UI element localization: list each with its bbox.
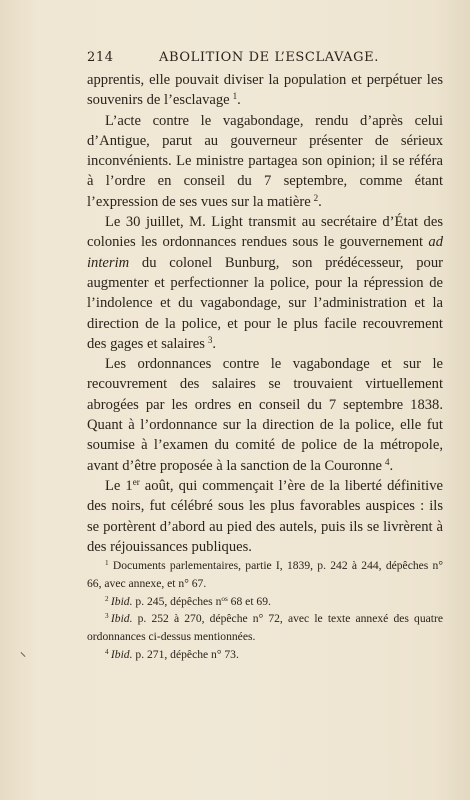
- running-head: ABOLITION DE L’ESCLAVAGE.: [159, 50, 379, 65]
- paragraph-5: [87, 476, 443, 557]
- footnote-2-ibid: Ibid.: [110, 594, 133, 608]
- body-text: [87, 70, 443, 557]
- paragraph-5-lead: Le 1: [105, 477, 133, 494]
- footnote-2-text-b: 68 et 69.: [227, 594, 271, 608]
- footnote-1: [87, 557, 443, 593]
- footnote-4-ibid: Ibid.: [110, 647, 133, 661]
- paragraph-1-text: apprentis, elle pouvait diviser la population et perpétuer les souvenirs de l’esclavage: [87, 72, 443, 109]
- footnote-1-text: Documents parlementaires, partie I, 1839, p. 242 à 244, dépêches n° 66, avec annexe, et n° 67.: [87, 559, 443, 590]
- footnote-3: [87, 610, 443, 646]
- footnotes: [87, 557, 443, 664]
- paragraph-4-end: .: [389, 457, 394, 474]
- footnote-2: [87, 593, 443, 611]
- ordinal-superscript: er: [132, 476, 140, 487]
- paragraph-3-end: .: [212, 335, 217, 352]
- paragraph-2-end: .: [318, 193, 322, 210]
- page-header: [87, 50, 441, 68]
- paragraph-1: [87, 70, 443, 111]
- footnote-ref-1: 1: [232, 91, 238, 102]
- footnote-3-text: p. 252 à 270, dépêche n° 72, avec le texte annexé des quatre ordonnances ci-dessus mentionnées.: [87, 612, 443, 644]
- page-number: 214: [87, 50, 114, 65]
- paragraph-1-end: .: [237, 92, 241, 109]
- footnote-2-text-a: p. 245, dépêches n: [132, 594, 222, 608]
- paragraph-4-text: Les ordonnances contre le vagabondage et sur le recouvrement des salaires se trouvaient virtuellement abrogées par les ordres en conseil du 7 septembre 1838. Quant à l’ordonnance sur la direction de la police, elle fut soumise à l’examen du comité de police de la métropole, avant d’être proposée à la sanction de la Couronne: [87, 356, 443, 474]
- paragraph-3-text-b: du colonel Bunburg, son prédécesseur, pour augmenter et perfectionner la police, pour la répression de l’indolence et du vagabondage, sur l’administration et la direction de la police, et pour le plus facile recouvrement des gages et salaires: [87, 254, 443, 352]
- footnote-1-marker: 1: [105, 559, 109, 568]
- paragraph-3: [87, 212, 443, 354]
- footnote-2-marker: 2: [105, 594, 109, 603]
- footnote-ref-4: 4: [384, 456, 390, 467]
- footnote-3-marker: 3: [105, 612, 109, 621]
- italic-ad-interim: ad interim: [87, 234, 443, 271]
- footnote-2-sup: os: [221, 594, 228, 603]
- footnote-ref-2: 2: [313, 192, 319, 203]
- footnote-4-marker: 4: [105, 648, 109, 657]
- paragraph-5-text: août, qui commençait l’ère de la liberté définitive des noirs, fut célébré sous les plus favorables auspices : ils se portèrent d’abord au pied des autels, puis ils se livrèrent à des réjouissances publiques.: [87, 477, 443, 555]
- paragraph-4: [87, 354, 443, 476]
- footnote-4-text: p. 271, dépêche n° 73.: [132, 647, 239, 661]
- paragraph-3-text-a: Le 30 juillet, M. Light transmit au secrétaire d’État des colonies les ordonnances rendues sous le gouvernement: [87, 214, 443, 251]
- footnote-4: [87, 646, 443, 664]
- footnote-ref-3: 3: [207, 334, 213, 345]
- paragraph-2-text: L’acte contre le vagabondage, rendu d’après celui d’Antigue, parut au gouverneur présenter de sérieux inconvénients. Le ministre partagea son opinion; il se référa à l’ordre en conseil du 7 septembre, comme étant l’expression de ses vues sur la matière: [87, 112, 443, 210]
- margin-mark: [21, 652, 26, 657]
- footnote-3-ibid: Ibid.: [110, 612, 133, 626]
- paragraph-2: [87, 111, 443, 212]
